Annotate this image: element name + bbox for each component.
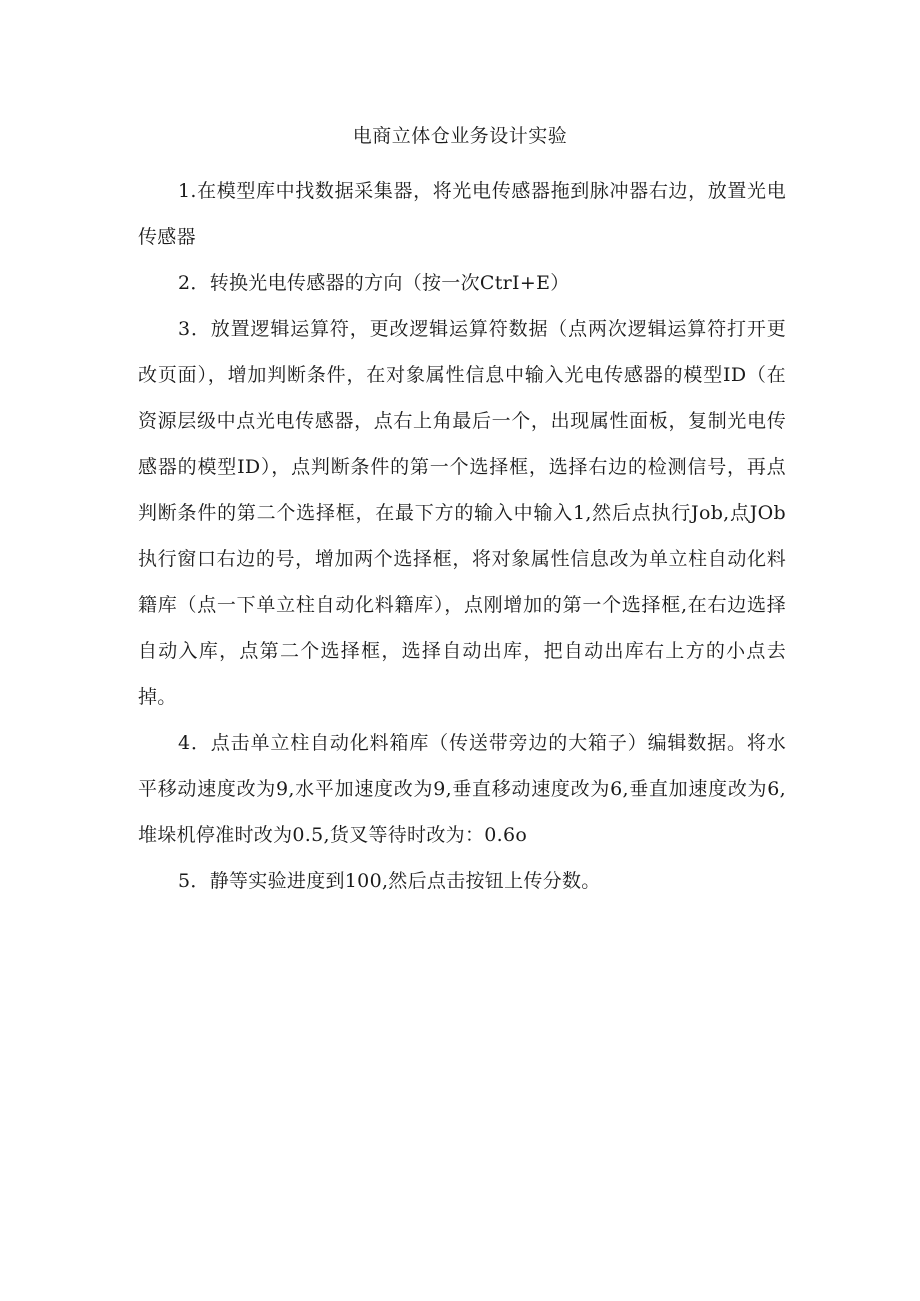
document-title: 电商立体仓业务设计实验 (352, 125, 568, 147)
step-1-paragraph: 1.在模型库中找数据采集器，将光电传感器拖到脉冲器右边，放置光电传感器 (138, 180, 786, 248)
step-4-paragraph: 4．点击单立柱自动化料箱库（传送带旁边的大箱子）编辑数据。将水平移动速度改为9,水平加速度改为9,垂直移动速度改为6,垂直加速度改为6,堆垛机停准时改为0.5,货叉等待时改为：0.6o (138, 732, 786, 846)
step-3-paragraph: 3．放置逻辑运算符，更改逻辑运算符数据（点两次逻辑运算符打开更改页面），增加判断条件，在对象属性信息中输入光电传感器的模型ID（在资源层级中点光电传感器，点右上角最后一个，出现属性面板，复制光电传感器的模型ID），点判断条件的第一个选择框，选择右边的检测信号，再点判断条件的第二个选择框，在最下方的输入中输入1,然后点执行Job,点JOb执行窗口右边的号，增加两个选择框，将对象属性信息改为单立柱自动化料籍库（点一下单立柱自动化料籍库），点刚增加的第一个选择框,在右边选择自动入库，点第二个选择框，选择自动出库，把自动出库右上方的小点去掉。 (138, 318, 786, 708)
document-body (138, 168, 786, 904)
step-2-paragraph: 2．转换光电传感器的方向（按一次CtrI+E） (178, 272, 570, 294)
step-5-paragraph: 5．静等实验进度到100,然后点击按钮上传分数。 (178, 870, 601, 892)
